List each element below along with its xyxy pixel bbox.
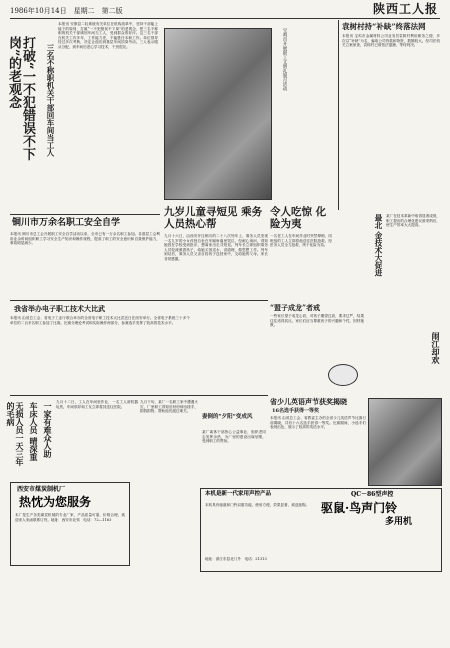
headline-a4: 铜川市万余名职工安全自学 (12, 218, 121, 228)
headline-a2: 九岁儿童寻短见 乘务人员热心帮 (164, 206, 263, 230)
body-a8: 九月下旬，某厂一名职工家中遭遇火灾，厂里职工得知后纷纷伸出援手，捐钱捐物，帮助他们渡过难关。 (140, 400, 198, 414)
headline-a11: 最北 金技术大促进 (374, 214, 383, 277)
headline-a13: 省少儿英语声节获奖揭晓 (270, 397, 347, 406)
divider (10, 395, 268, 396)
issue-date: 1986年10月14日 星期二 第二版 (10, 7, 123, 15)
ad-service (10, 482, 130, 566)
ad-qc-subtitle: 多用机 (385, 517, 413, 527)
headline-a9: 妻倒的“夕阳”变成风 (202, 414, 253, 420)
divider (10, 300, 268, 301)
body-a10: 本报讯 宝鸡市金属材料公司业务员袁树村利用职务之便，多次以“补缺”为名，骗取公司货款和物资，数额较大。经司法机关立案侦查，袁树村已被依法逮捕，等待判决。 (342, 34, 440, 48)
body-a12: 一些家长望子成龙心切，对孩子期望过高，要求过严，结果往往适得其反。家长们应当尊重孩子的兴趣和个性，因材施教。 (270, 314, 364, 328)
body-a4: 本报讯 铜川市总工会开展职工安全自学活动以来，全市已有一万余名职工参加。各基层工会利用业余时间组织职工学习安全生产知识和操作规程，提高了职工的安全意识和自我保护能力，事故明显减少。 (10, 232, 160, 246)
photo-caption: 宝鸡市开展职工文明礼貌月活动 (282, 28, 287, 91)
body-a9: 某厂离休干部热心公益事业，组织老同志发挥余热，为厂里的建设出谋划策，受到职工的赞扬。 (202, 430, 266, 444)
subhead-a13: 16名选手获得一等奖 (272, 408, 319, 414)
body-a2: 九月十六日，由西安开往铜川的二十八次列车上，乘务人员发现一名九岁的小女孩独自坐在车厢角落里哭泣。经耐心询问，得知她因在学校受到批评，想离家出走寻短见。列车长立即组织乘务人员轮流照看孩子，给她买饭送水，讲道理，做思想工作。列车到站后，乘务人员又亲自将孩子送回家中，交给她的父母。家长非常感激。 (164, 234, 268, 261)
body-a13: 本报讯 由省总工会、省教委主办的全省少儿英语声节比赛日前揭晓，共有十六名选手获得一等奖。比赛期间，小选手们表现出色，展示了较高的英语水平。 (270, 416, 366, 430)
ad-qc (200, 488, 442, 572)
ad-qc-body: 本机具有驱鼠和门铃双重功能，使用方便，效果显著，欢迎选购。 (205, 503, 310, 507)
headline-a1: 打破“一不犯错误不下岗”的老观念 (6, 36, 35, 161)
headline-a7: 车床人员 晴深重 (29, 402, 39, 461)
headline-a10: 袁树村持“补缺”终落法网 (342, 22, 426, 31)
divider (10, 214, 160, 215)
headline-a14: 闹江却欢 (431, 332, 441, 364)
body-a5: 本报讯 由省总工会、省电子工业厅联合举办的全省电子职工技术大比武近日在西安举行。全省电子系统三十多个单位的二百多名职工参加了比赛。比赛分理论考试和实际操作两部分，参赛选手发挥了较高的技术水平。 (10, 316, 190, 325)
ad-service-title: 西安市煤炭制机厂 (17, 486, 66, 493)
body-a1: 本报讯 安康县二轻系统有关单位在机构改革中，坚持干部能上能下的原则，打破“一不犯错误不下岗”的老观念，把三名不称职的机关干部调回车间当工人，受到群众的好评。这三名干部在机关工作多年，工作能力差，不能胜任本职工作。单位领导经过多次考核，决定让他们到基层车间顶岗劳动。三人表示服从分配，到车间后虚心学习技术，干劲很足。 (58, 22, 158, 49)
ad-qc-brand: 驱鼠·鸟声门铃 (321, 501, 398, 515)
column-rule (338, 20, 339, 210)
ad-qc-model: QC－86型声控 (351, 491, 394, 498)
decorative-badge (328, 364, 358, 386)
headline-a12: “盟子成龙”者戒 (270, 303, 321, 312)
body-a11: 某厂在技术革新中取得显著成绩，职工提出的合理化建议被采纳后，使生产效率大大提高。 (386, 214, 440, 228)
headline-a6: 无损人员一天三年的毛病 (6, 402, 25, 466)
page-header (10, 4, 440, 19)
ad-service-body: 本厂是生产各类煤炭机械的专业厂家，产品质量可靠，价格合理，欢迎来人来函联系订货。地址：西安市北郊 电话：72—1163 (15, 513, 125, 522)
ad-service-slogan: 热忱为您服务 (19, 495, 92, 509)
body-a3: 一名老工人在车间作业时突然晕倒，同班组的工人立即将他送往医院抢救。经医务人员全力抢救，终于化险为夷。 (270, 234, 332, 248)
headline-a3: 令人吃惊 化险为夷 (270, 206, 327, 230)
ad-qc-header: 本机是新一代家用声控产品 (205, 491, 272, 497)
body-a6: 九月十二日，工人在车间里作业，一名工人被机器轧伤，车间领导和工友立即将其送往医院。 (56, 400, 138, 409)
headline-a8: 一家有难众人助 (43, 402, 53, 458)
masthead: 陕西工人报 (372, 2, 438, 16)
news-photo (164, 28, 272, 200)
illustration-photo (368, 398, 442, 486)
headline-a5: 我省举办电子职工技术大比武 (14, 304, 105, 313)
subhead-a1: 三名不称职机关干部回车间当工人 (46, 44, 55, 157)
ad-qc-address: 地址：浙江东县北门外 电话：21313 (205, 557, 267, 561)
